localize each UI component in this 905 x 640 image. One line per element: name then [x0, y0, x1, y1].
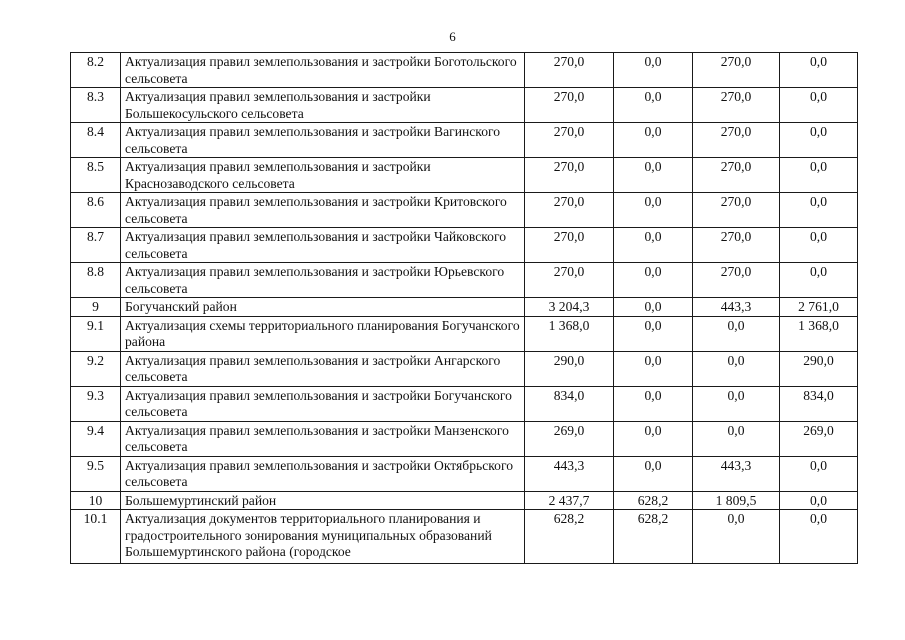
value-total-cell: 1 368,0 — [525, 316, 614, 351]
value-total-cell: 2 437,7 — [525, 491, 614, 510]
value-col4-cell: 834,0 — [780, 386, 858, 421]
table-row — [71, 298, 858, 317]
row-name-cell: Актуализация правил землепользования и застройки Большекосульского сельсовета — [121, 88, 525, 123]
row-number-cell: 8.6 — [71, 193, 121, 228]
value-col3-cell: 270,0 — [693, 158, 780, 193]
value-col4-cell: 0,0 — [780, 263, 858, 298]
value-col3-cell: 270,0 — [693, 123, 780, 158]
row-number-cell: 9 — [71, 298, 121, 317]
value-col3-cell: 0,0 — [693, 510, 780, 564]
value-col2-cell: 0,0 — [614, 351, 693, 386]
value-total-cell: 628,2 — [525, 510, 614, 564]
value-col3-cell: 443,3 — [693, 298, 780, 317]
row-number-cell: 8.3 — [71, 88, 121, 123]
row-name-cell: Актуализация правил землепользования и застройки Боготольского сельсовета — [121, 53, 525, 88]
value-col3-cell: 270,0 — [693, 263, 780, 298]
value-col2-cell: 0,0 — [614, 53, 693, 88]
row-name-cell: Актуализация правил землепользования и застройки Октябрьского сельсовета — [121, 456, 525, 491]
value-col2-cell: 0,0 — [614, 88, 693, 123]
value-col3-cell: 270,0 — [693, 193, 780, 228]
row-name-cell: Богучанский район — [121, 298, 525, 317]
row-number-cell: 8.7 — [71, 228, 121, 263]
value-col2-cell: 0,0 — [614, 456, 693, 491]
table-row — [71, 228, 858, 263]
value-col4-cell: 290,0 — [780, 351, 858, 386]
value-col3-cell: 443,3 — [693, 456, 780, 491]
value-total-cell: 270,0 — [525, 228, 614, 263]
value-total-cell: 834,0 — [525, 386, 614, 421]
row-name-cell: Актуализация правил землепользования и застройки Вагинского сельсовета — [121, 123, 525, 158]
value-total-cell: 270,0 — [525, 263, 614, 298]
row-name-cell: Актуализация правил землепользования и застройки Чайковского сельсовета — [121, 228, 525, 263]
value-total-cell: 290,0 — [525, 351, 614, 386]
row-number-cell: 10 — [71, 491, 121, 510]
value-col2-cell: 0,0 — [614, 298, 693, 317]
value-col3-cell: 0,0 — [693, 316, 780, 351]
value-col3-cell: 0,0 — [693, 386, 780, 421]
value-total-cell: 270,0 — [525, 158, 614, 193]
table-row — [71, 456, 858, 491]
value-col3-cell: 270,0 — [693, 88, 780, 123]
row-number-cell: 8.8 — [71, 263, 121, 298]
value-col2-cell: 0,0 — [614, 193, 693, 228]
value-col4-cell: 0,0 — [780, 88, 858, 123]
table-row — [71, 158, 858, 193]
value-col4-cell: 0,0 — [780, 123, 858, 158]
table-row — [71, 421, 858, 456]
table-row — [71, 316, 858, 351]
row-name-cell: Актуализация правил землепользования и застройки Богучанского сельсовета — [121, 386, 525, 421]
table-body — [71, 53, 858, 564]
row-number-cell: 8.2 — [71, 53, 121, 88]
row-number-cell: 9.5 — [71, 456, 121, 491]
table-row — [71, 193, 858, 228]
row-name-cell: Актуализация правил землепользования и застройки Ангарского сельсовета — [121, 351, 525, 386]
value-col2-cell: 0,0 — [614, 316, 693, 351]
value-col2-cell: 0,0 — [614, 263, 693, 298]
value-col3-cell: 270,0 — [693, 228, 780, 263]
row-name-cell: Актуализация правил землепользования и застройки Краснозаводского сельсовета — [121, 158, 525, 193]
value-total-cell: 269,0 — [525, 421, 614, 456]
value-col4-cell: 0,0 — [780, 510, 858, 564]
table-row — [71, 88, 858, 123]
row-number-cell: 9.4 — [71, 421, 121, 456]
value-col2-cell: 0,0 — [614, 386, 693, 421]
value-col3-cell: 0,0 — [693, 421, 780, 456]
value-col4-cell: 0,0 — [780, 491, 858, 510]
table-row — [71, 351, 858, 386]
row-number-cell: 10.1 — [71, 510, 121, 564]
row-number-cell: 8.4 — [71, 123, 121, 158]
value-col4-cell: 0,0 — [780, 53, 858, 88]
value-col2-cell: 0,0 — [614, 421, 693, 456]
value-col4-cell: 1 368,0 — [780, 316, 858, 351]
row-name-cell: Актуализация документов территориального планирования и градостроительного зонирования муниципальных образований Большемуртинского района (городское — [121, 510, 525, 564]
row-number-cell: 9.1 — [71, 316, 121, 351]
page-number: 6 — [449, 29, 456, 44]
value-col2-cell: 628,2 — [614, 510, 693, 564]
table-row — [71, 123, 858, 158]
value-col3-cell: 0,0 — [693, 351, 780, 386]
value-col4-cell: 269,0 — [780, 421, 858, 456]
value-total-cell: 3 204,3 — [525, 298, 614, 317]
table-row — [71, 386, 858, 421]
budget-table — [70, 52, 858, 564]
value-col3-cell: 1 809,5 — [693, 491, 780, 510]
value-col3-cell: 270,0 — [693, 53, 780, 88]
row-number-cell: 9.3 — [71, 386, 121, 421]
row-number-cell: 8.5 — [71, 158, 121, 193]
row-number-cell: 9.2 — [71, 351, 121, 386]
value-col4-cell: 2 761,0 — [780, 298, 858, 317]
row-name-cell: Актуализация правил землепользования и застройки Критовского сельсовета — [121, 193, 525, 228]
table-row — [71, 263, 858, 298]
value-col2-cell: 0,0 — [614, 228, 693, 263]
value-col4-cell: 0,0 — [780, 158, 858, 193]
value-total-cell: 270,0 — [525, 123, 614, 158]
row-name-cell: Актуализация правил землепользования и застройки Юрьевского сельсовета — [121, 263, 525, 298]
value-col2-cell: 628,2 — [614, 491, 693, 510]
row-name-cell: Большемуртинский район — [121, 491, 525, 510]
table-row — [71, 491, 858, 510]
value-total-cell: 270,0 — [525, 53, 614, 88]
value-total-cell: 443,3 — [525, 456, 614, 491]
value-col4-cell: 0,0 — [780, 193, 858, 228]
table-row — [71, 53, 858, 88]
value-col4-cell: 0,0 — [780, 456, 858, 491]
value-total-cell: 270,0 — [525, 193, 614, 228]
row-name-cell: Актуализация правил землепользования и застройки Манзенского сельсовета — [121, 421, 525, 456]
value-col4-cell: 0,0 — [780, 228, 858, 263]
value-total-cell: 270,0 — [525, 88, 614, 123]
row-name-cell: Актуализация схемы территориального планирования Богучанского района — [121, 316, 525, 351]
table-row — [71, 510, 858, 564]
value-col2-cell: 0,0 — [614, 158, 693, 193]
value-col2-cell: 0,0 — [614, 123, 693, 158]
